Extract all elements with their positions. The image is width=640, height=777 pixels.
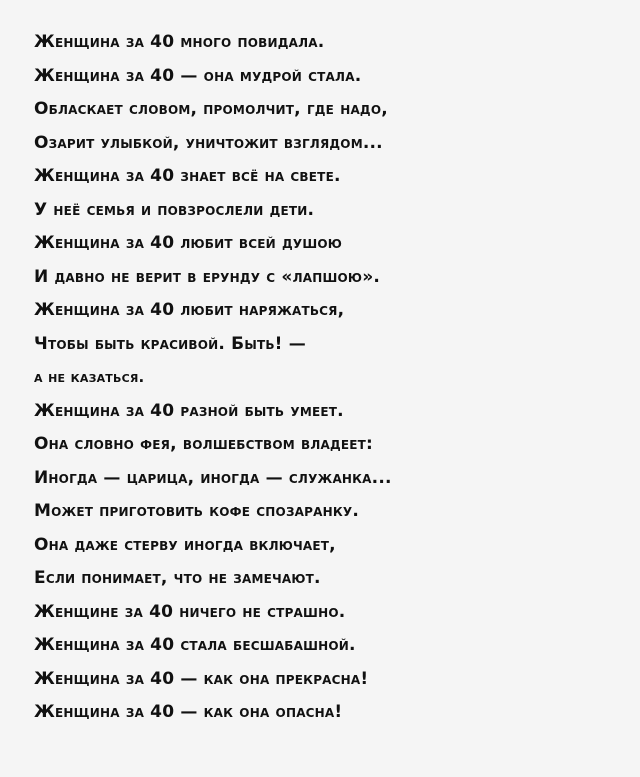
poem-line-6: У неё семья и повзрослели дети. xyxy=(34,199,315,220)
poem-line-3: Обласкает словом, промолчит, где надо, xyxy=(34,99,388,119)
poem-line-8: И давно не верит в ерунду с «лапшою». xyxy=(34,266,381,287)
poem-line-2: Женщина за 40 — она мудрой стала. xyxy=(34,65,362,86)
poem-line-16: Она даже стерву иногда включает, xyxy=(34,534,336,555)
poem-line-11: а не казаться. xyxy=(34,368,145,386)
poem-line-5: Женщина за 40 знает всё на свете. xyxy=(34,166,341,186)
poem-line-20: Женщина за 40 — как она прекрасна! xyxy=(34,668,369,689)
poem-text xyxy=(34,26,620,730)
poem-line-1: Женщина за 40 много повидала. xyxy=(34,32,325,52)
poem-line-13: Она словно фея, волшебством владеет: xyxy=(34,434,374,454)
poem-line-12: Женщина за 40 разной быть умеет. xyxy=(34,400,344,421)
poem-line-14: Иногда — царица, иногда — служанка... xyxy=(34,467,392,488)
poem-line-15: Может приготовить кофе спозаранку. xyxy=(34,501,359,521)
poem-line-17: Если понимает, что не замечают. xyxy=(34,568,321,588)
poem-line-4: Озарит улыбкой, уничтожит взглядом... xyxy=(34,132,383,153)
poem-line-10: Чтобы быть красивой. Быть! — xyxy=(34,333,306,354)
poem-line-21: Женщина за 40 — как она опасна! xyxy=(34,702,343,722)
poem-line-18: Женщине за 40 ничего не страшно. xyxy=(34,601,346,622)
poem-line-7: Женщина за 40 любит всей душою xyxy=(34,233,343,253)
poem-line-9: Женщина за 40 любит наряжаться, xyxy=(34,300,345,320)
poem-line-19: Женщина за 40 стала бесшабашной. xyxy=(34,635,356,655)
